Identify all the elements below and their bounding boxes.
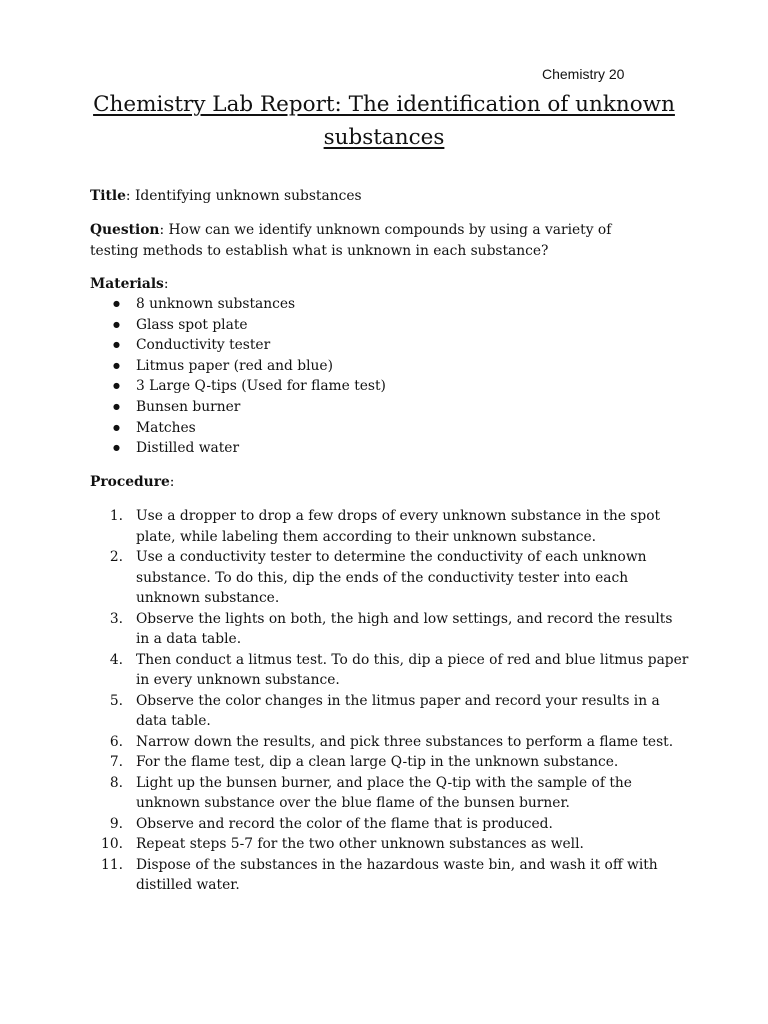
procedure-step — [90, 732, 690, 753]
step-number: 5. — [109, 692, 123, 709]
step-number: 2. — [109, 549, 123, 565]
procedure-colon: : — [169, 474, 175, 490]
materials-list — [90, 294, 690, 459]
materials-label: Materials — [90, 276, 164, 292]
procedure-step — [90, 650, 690, 691]
report-heading: Chemistry Lab Report: The identification of unknown substances — [93, 92, 675, 150]
step-number: 10. — [101, 836, 123, 852]
course-label: Chemistry 20 — [542, 66, 625, 82]
step-number: 4. — [109, 651, 123, 668]
list-item: ● Distilled water — [90, 438, 690, 459]
step-text: Narrow down the results, and pick three substances to perform a flame test. — [136, 733, 674, 750]
procedure-step — [90, 773, 690, 814]
step-text: Use a conductivity tester to determine the conductivity of each unknown substance. To do this, dip the ends of the conductivity tester into each unknown substance. — [136, 549, 647, 606]
list-item: ● 8 unknown substances — [90, 294, 690, 315]
title-line — [90, 186, 690, 207]
title-label: Title — [90, 188, 126, 204]
question-value: : How can we identify unknown compounds by using a variety of testing methods to establish what is unknown in each substance? — [90, 222, 612, 259]
step-text: Dispose of the substances in the hazardous waste bin, and wash it off with distilled water. — [136, 856, 658, 893]
title-value: : Identifying unknown substances — [125, 188, 362, 204]
step-text: For the flame test, dip a clean large Q-tip in the unknown substance. — [136, 754, 619, 770]
procedure-step — [90, 752, 690, 773]
list-item: ● 3 Large Q-tips (Used for flame test) — [90, 376, 690, 397]
procedure-step — [90, 814, 690, 835]
step-number: 7. — [109, 754, 123, 770]
procedure-step — [90, 547, 690, 609]
step-text: Repeat steps 5-7 for the two other unknown substances as well. — [136, 836, 584, 852]
question-label: Question — [90, 222, 160, 238]
procedure-heading — [90, 472, 690, 493]
step-number: 9. — [109, 815, 123, 832]
list-item: ● Glass spot plate — [90, 315, 690, 336]
step-number: 6. — [109, 733, 123, 750]
list-item: ● Litmus paper (red and blue) — [90, 356, 690, 377]
step-text: Observe the lights on both, the high and low settings, and record the results in a data table. — [136, 610, 673, 647]
step-text: Then conduct a litmus test. To do this, dip a piece of red and blue litmus paper in every unknown substance. — [136, 651, 689, 688]
procedure-step — [90, 834, 690, 855]
procedure-label: Procedure — [90, 474, 170, 490]
materials-heading — [90, 274, 690, 295]
procedure-step — [90, 609, 690, 650]
step-number: 3. — [109, 610, 123, 627]
question-paragraph — [90, 220, 660, 261]
step-number: 11. — [101, 856, 123, 873]
materials-colon: : — [163, 276, 169, 292]
procedure-list — [90, 506, 690, 896]
step-text: Observe and record the color of the flame that is produced. — [136, 815, 553, 832]
step-text: Use a dropper to drop a few drops of every unknown substance in the spot plate, while labeling them according to their unknown substance. — [136, 508, 661, 545]
step-text: Light up the bunsen burner, and place the Q-tip with the sample of the unknown substance over the blue flame of the bunsen burner. — [136, 774, 632, 811]
list-item: ● Matches — [90, 418, 690, 439]
step-number: 1. — [109, 508, 123, 524]
procedure-step — [90, 506, 690, 547]
list-item: ● Conductivity tester — [90, 335, 690, 356]
step-number: 8. — [109, 774, 123, 791]
procedure-step — [90, 855, 690, 896]
step-text: Observe the color changes in the litmus paper and record your results in a data table. — [136, 692, 660, 729]
list-item: ● Bunsen burner — [90, 397, 690, 418]
procedure-step — [90, 691, 690, 732]
